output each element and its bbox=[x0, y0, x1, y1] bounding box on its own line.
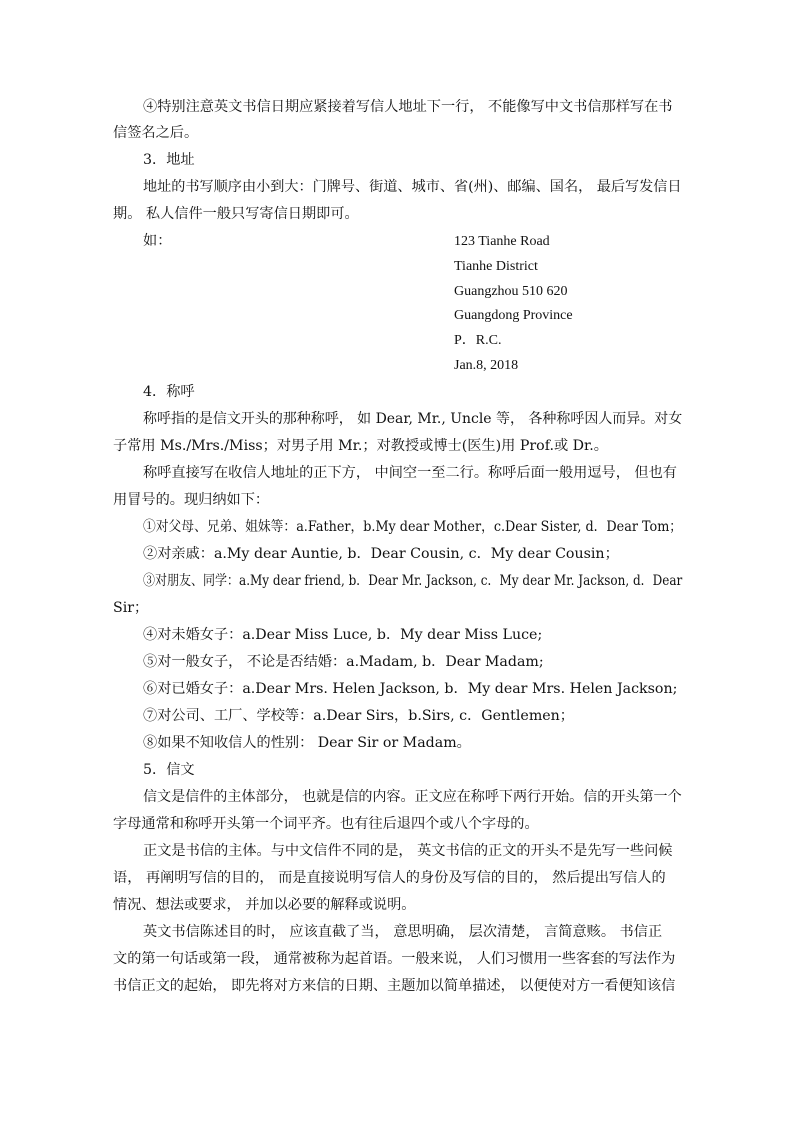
list-item: ⑤对一般女子， 不论是否结婚：a.Madam, b．Dear Madam; bbox=[143, 654, 544, 670]
list-item: ⑥对已婚女子：a.Dear Mrs. Helen Jackson, b．My dear Mrs. Helen Jackson; bbox=[143, 681, 678, 697]
text-line: 称呼指的是信文开头的那种称呼， 如 Dear, Mr., Uncle 等， 各种称呼因人而异。对女 bbox=[143, 411, 683, 427]
text-line: ④特别注意英文书信日期应紧接着写信人地址下一行， 不能像写中文书信那样写在书 bbox=[143, 99, 673, 115]
list-item: ⑧如果不知收信人的性别： Dear Sir or Madam。 bbox=[143, 735, 471, 751]
text-line: 字母通常和称呼开头第一个词平齐。也有往后退四个或八个字母的。 bbox=[113, 816, 539, 832]
list-item: ①对父母、兄弟、姐妹等：a.Father，b.My dear Mother，c.Dear Sister, d．Dear Tom； bbox=[143, 519, 683, 535]
text-line: 语， 再阐明写信的目的， 而是直接说明写信人的身份及写信的目的， 然后提出写信人的 bbox=[113, 870, 666, 886]
text-line: 信签名之后。 bbox=[113, 125, 199, 141]
text-line: 正文是书信的主体。与中文信件不同的是， 英文书信的正文的开头不是先写一些问候 bbox=[143, 843, 673, 859]
text-line: 用冒号的。现归纳如下： bbox=[113, 492, 270, 508]
address-line: P．R.C. bbox=[454, 333, 502, 348]
section-heading: 5．信文 bbox=[143, 762, 195, 778]
address-line: Guangdong Province bbox=[454, 308, 573, 323]
address-line: Guangzhou 510 620 bbox=[454, 284, 568, 299]
address-line: Tianhe District bbox=[454, 259, 538, 274]
text-line: 文的第一句话或第一段， 通常被称为起首语。一般来说， 人们习惯用一些客套的写法作为 bbox=[113, 951, 676, 967]
address-line: 123 Tianhe Road bbox=[454, 234, 550, 249]
section-heading: 4．称呼 bbox=[143, 384, 195, 400]
text-line: 情况、想法或要求， 并加以必要的解释或说明。 bbox=[113, 897, 416, 913]
list-item: ④对未婚女子：a.Dear Miss Luce, b．My dear Miss Luce; bbox=[143, 627, 543, 643]
text-line: 子常用 Ms./Mrs./Miss；对男子用 Mr.；对教授或博士(医生)用 Prof.或 Dr.。 bbox=[113, 438, 608, 454]
list-item: ③对朋友、同学：a.My dear friend, b．Dear Mr. Jackson, c．My dear Mr. Jackson, d．Dear bbox=[143, 573, 683, 589]
text-line: 信文是信件的主体部分， 也就是信的内容。正文应在称呼下两行开始。信的开头第一个 bbox=[143, 789, 682, 805]
list-item: Sir； bbox=[113, 600, 149, 616]
list-item: ②对亲戚：a.My dear Auntie, b．Dear Cousin, c．My dear Cousin； bbox=[143, 546, 619, 562]
text-line: 地址的书写顺序由小到大：门牌号、街道、城市、省(州)、邮编、国名， 最后写发信日 bbox=[143, 179, 682, 195]
text-line: 称呼直接写在收信人地址的正下方， 中间空一至二行。称呼后面一般用逗号， 但也有 bbox=[143, 465, 677, 481]
text-line: 书信正文的起始， 即先将对方来信的日期、主题加以简单描述， 以便使对方一看便知该信 bbox=[113, 978, 676, 994]
section-heading: 3．地址 bbox=[143, 152, 195, 168]
text-line: 英文书信陈述目的时， 应该直截了当， 意思明确， 层次清楚， 言简意赅。 书信正 bbox=[143, 924, 663, 940]
list-item: ⑦对公司、工厂、学校等：a.Dear Sirs，b.Sirs, c．Gentlemen； bbox=[143, 708, 574, 724]
address-date: Jan.8, 2018 bbox=[454, 358, 519, 373]
text-line: 期。 私人信件一般只写寄信日期即可。 bbox=[113, 206, 359, 222]
text-line: 如： bbox=[143, 233, 172, 249]
